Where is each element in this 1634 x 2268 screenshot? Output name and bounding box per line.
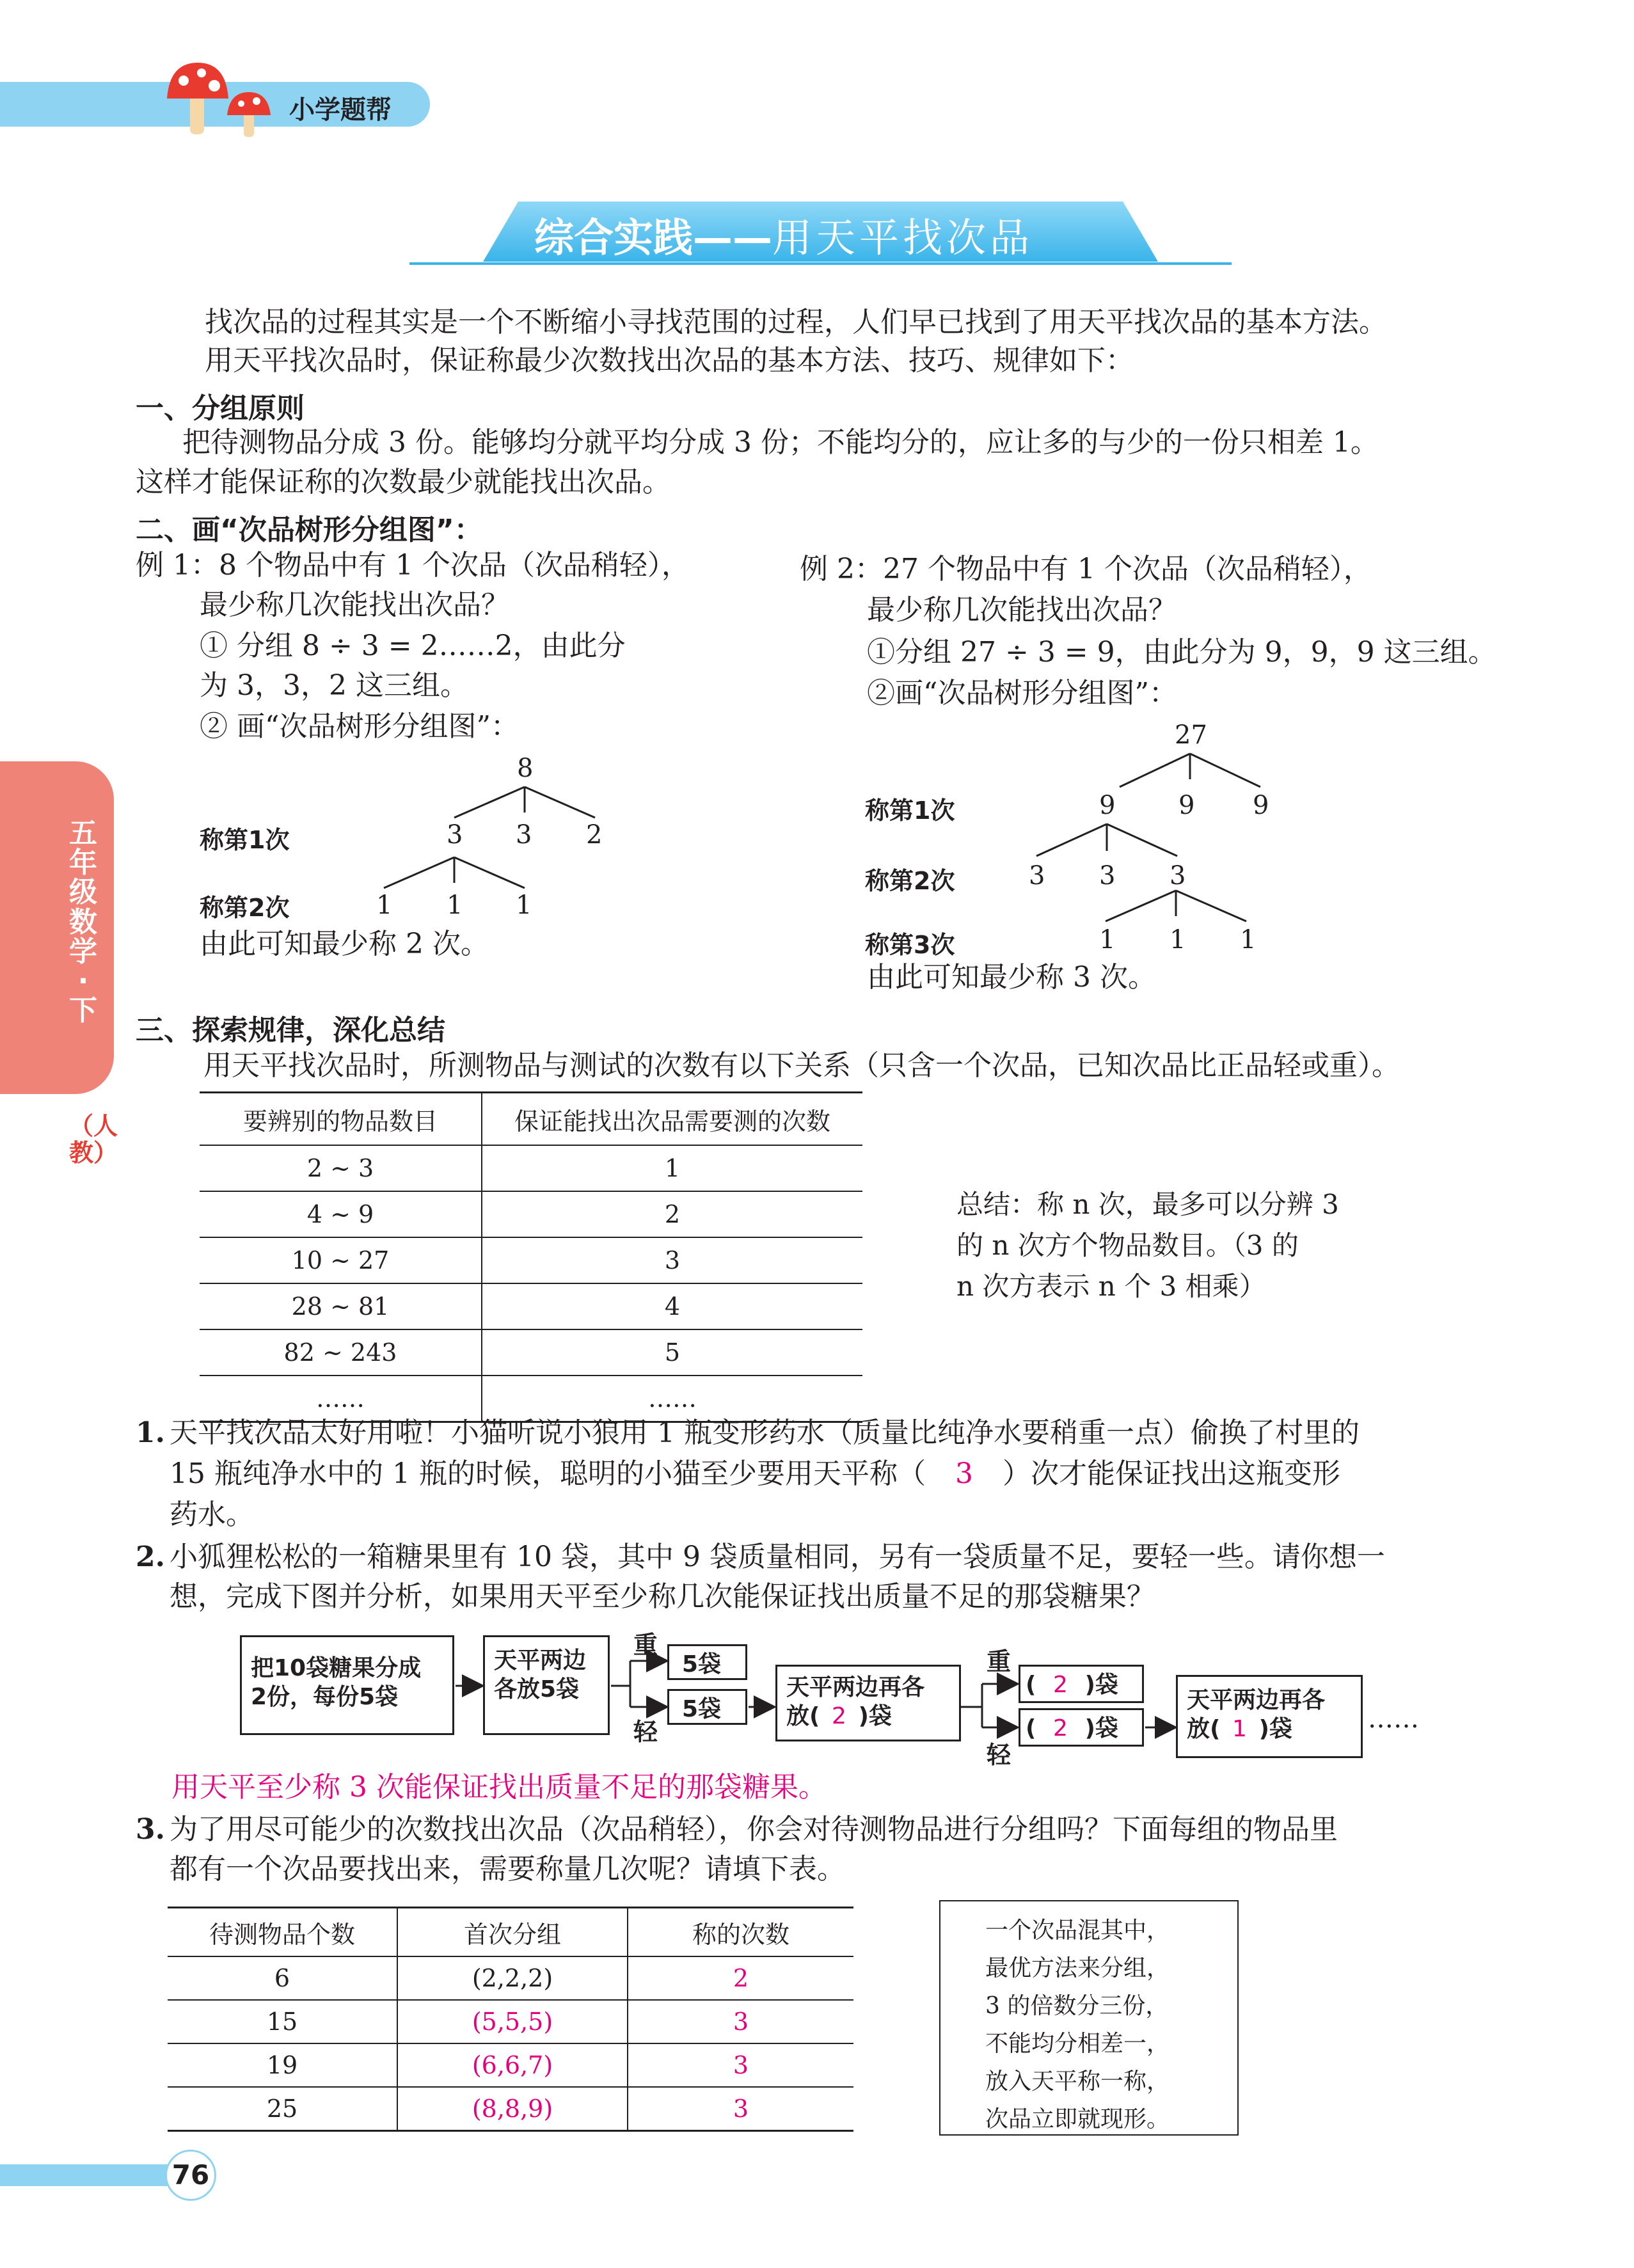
ex2-level2-label: 称第2次 <box>865 867 955 895</box>
ex2-conclusion: 由此可知最少称 3 次。 <box>867 961 1156 994</box>
ex2-l1-b: 9 <box>1178 791 1195 820</box>
tip-line: 放入天平称一称， <box>985 2068 1170 2095</box>
group-cell-answer: 3 <box>733 2008 749 2036</box>
group-cell-answer: (6,6,7) <box>397 2043 628 2087</box>
group-table <box>168 1907 853 2132</box>
flow-step-weigh-2-answer: 2 <box>832 1703 846 1729</box>
q1-line-2-post: ）次才能保证找出这瓶变形 <box>1002 1457 1340 1490</box>
ex1-line-4: 为 3，3，2 这三组。 <box>200 669 468 702</box>
section3-intro: 用天平找次品时，所测物品与测试的次数有以下关系（只含一个次品，已知次品比正品轻或重）。 <box>203 1049 1400 1082</box>
ex1-l2-a: 1 <box>376 891 393 920</box>
ex1-level1-label: 称第1次 <box>200 826 290 854</box>
flow-step-split-line-1: 把10袋糖果分成 <box>251 1655 422 1681</box>
flow-result-heavy <box>1019 1665 1144 1703</box>
ex1-l2-c: 1 <box>516 891 532 920</box>
flow-step-weigh-3-answer: 1 <box>1232 1716 1247 1742</box>
flow-step-weigh-1 <box>483 1635 610 1735</box>
flow-step-split <box>240 1635 454 1735</box>
section1-text-1: 把待测物品分成 3 份。能够均分就平均分成 3 份；不能均分的，应让多的与少的一份只相差 1。 <box>182 426 1379 459</box>
tip-line: 一个次品混其中， <box>985 1917 1170 1944</box>
side-tab-edition: （人教） <box>69 1112 118 1167</box>
footer-bar <box>0 2164 192 2186</box>
section1-heading: 一、分组原则 <box>136 392 305 425</box>
tip-line: 3 的倍数分三份， <box>985 1993 1169 2019</box>
ex1-l1-a: 3 <box>447 820 463 850</box>
group-cell: 15 <box>168 2000 397 2043</box>
group-cell-answer: (5,5,5) <box>397 2000 628 2043</box>
flow-step-weigh-3-pre: 放( <box>1187 1716 1221 1742</box>
group-cell: 19 <box>168 2043 397 2087</box>
flow-step-weigh-2-line-2 <box>786 1702 950 1731</box>
rule-cell: …… <box>200 1376 482 1422</box>
ex1-l1-b: 3 <box>516 820 532 850</box>
ex2-level1-label: 称第1次 <box>865 797 955 825</box>
ex2-l2-c: 3 <box>1170 861 1186 891</box>
flow-step-weigh-3-post: )袋 <box>1258 1716 1292 1742</box>
brand-label: 小学题帮 <box>289 95 392 125</box>
rule-cell: 5 <box>664 1338 681 1367</box>
ex1-level2-label: 称第2次 <box>200 894 290 922</box>
flow-bag-heavy: 5袋 <box>667 1644 747 1680</box>
ex2-l3-a: 1 <box>1099 925 1116 955</box>
ex1-l1-c: 2 <box>586 820 603 850</box>
intro-line-1: 找次品的过程其实是一个不断缩小寻找范围的过程，人们早已找到了用天平找次品的基本方法。 <box>205 306 1387 338</box>
flow-step-weigh-2 <box>775 1665 961 1741</box>
q2-line-1: 小狐狸松松的一箱糖果里有 10 袋，其中 9 袋质量相同，另有一袋质量不足，要轻一些。请你想一 <box>170 1541 1385 1573</box>
group-cell-answer: 3 <box>733 2051 749 2079</box>
flow-result-light <box>1019 1708 1144 1747</box>
flow-step-split-line-2: 2份，每份5袋 <box>251 1684 399 1710</box>
rule-cell: …… <box>648 1384 697 1413</box>
rule-cell: 2 ~ 3 <box>200 1145 482 1191</box>
page-number: 76 <box>165 2150 216 2201</box>
rule-cell: 2 <box>664 1200 681 1228</box>
q1-line-2-pre: 15 瓶纯净水中的 1 瓶的时候，聪明的小猫至少要用天平称（ <box>170 1457 926 1490</box>
group-cell-answer: 3 <box>733 2095 749 2123</box>
flow-heavy-label: 重 <box>633 1631 658 1659</box>
ex2-l1-c: 9 <box>1253 791 1269 820</box>
flow-step-weigh-3-line-2 <box>1187 1715 1352 1743</box>
rule-table-header: 保证能找出次品需要测的次数 <box>514 1107 830 1136</box>
group-table-header: 称的次数 <box>692 1920 789 1949</box>
q2-answer: 用天平至少称 3 次能保证找出质量不足的那袋糖果。 <box>171 1771 827 1804</box>
ex1-root: 8 <box>517 754 534 783</box>
group-table-header: 待测物品个数 <box>168 1908 397 1957</box>
q2-number: 2. <box>136 1541 165 1573</box>
ex2-line-3: ①分组 27 ÷ 3 = 9，由此分为 9，9，9 这三组。 <box>867 636 1496 669</box>
q1-answer: 3 <box>955 1457 973 1490</box>
flow-heavy-label-2: 重 <box>987 1647 1011 1676</box>
summary-line-1: 总结：称 n 次，最多可以分辨 3 <box>956 1189 1339 1220</box>
flow-result-light-pre: ( <box>1026 1715 1036 1741</box>
flow-step-weigh-2-line-1: 天平两边再各 <box>786 1674 925 1701</box>
ex2-line-4: ②画“次品树形分组图”： <box>867 677 1177 710</box>
flow-step-weigh-3 <box>1176 1675 1363 1758</box>
group-cell: 25 <box>168 2087 397 2131</box>
flow-step-weigh-2-pre: 放( <box>786 1703 820 1729</box>
group-table-header: 首次分组 <box>397 1908 628 1957</box>
rule-table-header: 要辨别的物品数目 <box>200 1093 482 1146</box>
ex1-line-5: ② 画“次品树形分组图”： <box>200 710 519 743</box>
ex1-l2-b: 1 <box>447 891 463 920</box>
tip-line: 最优方法来分组， <box>985 1955 1170 1981</box>
q2-line-2: 想，完成下图并分析，如果用天平至少称几次能保证找出质量不足的那袋糖果？ <box>170 1580 1155 1613</box>
group-cell: (2,2,2) <box>397 1956 628 2000</box>
flow-result-heavy-post: )袋 <box>1084 1672 1118 1698</box>
section1-text-2: 这样才能保证称的次数最少就能找出次品。 <box>136 466 670 498</box>
title-main: 综合实践 <box>534 214 694 261</box>
flow-light-label-2: 轻 <box>987 1741 1011 1769</box>
tip-line: 不能均分相差一， <box>985 2031 1170 2057</box>
rule-cell: 10 ~ 27 <box>200 1237 482 1283</box>
ex2-l2-b: 3 <box>1099 861 1116 891</box>
rule-cell: 28 ~ 81 <box>200 1283 482 1329</box>
flow-ellipsis: …… <box>1368 1704 1419 1734</box>
q3-line-1: 为了用尽可能少的次数找出次品（次品稍轻），你会对待测物品进行分组吗？下面每组的物品里 <box>170 1813 1338 1846</box>
flow-result-heavy-answer: 2 <box>1053 1672 1068 1698</box>
ex2-l3-c: 1 <box>1240 925 1257 955</box>
summary-line-2: 的 n 次方个物品数目。（3 的 <box>956 1230 1299 1261</box>
group-cell-answer: (8,8,9) <box>397 2087 628 2131</box>
ex2-l3-b: 1 <box>1170 925 1186 955</box>
ex1-conclusion: 由此可知最少称 2 次。 <box>200 928 489 960</box>
tip-box <box>939 1900 1239 2136</box>
title-dash: —— <box>693 214 773 261</box>
summary-line-3: n 次方表示 n 个 3 相乘） <box>956 1271 1266 1302</box>
title-sub: 用天平找次品 <box>772 214 1034 261</box>
rule-cell: 1 <box>664 1154 681 1182</box>
group-cell: 6 <box>168 1956 397 2000</box>
section3-heading: 三、探索规律，深化总结 <box>136 1014 445 1047</box>
side-tab-grade: 五年级数学·下 <box>69 817 97 1027</box>
ex2-l1-a: 9 <box>1099 791 1116 820</box>
flow-light-label: 轻 <box>633 1718 658 1746</box>
flow-result-light-answer: 2 <box>1053 1715 1068 1741</box>
rule-cell: 4 <box>664 1292 681 1320</box>
ex2-l2-a: 3 <box>1029 861 1045 891</box>
flow-step-weigh-2-post: )袋 <box>858 1703 892 1729</box>
q1-line-1: 天平找次品太好用啦！小猫听说小狼用 1 瓶变形药水（质量比纯净水要稍重一点）偷换了村里的 <box>170 1416 1360 1449</box>
rule-cell: 82 ~ 243 <box>200 1329 482 1376</box>
flow-result-heavy-pre: ( <box>1026 1672 1036 1698</box>
ex1-line-3: ① 分组 8 ÷ 3 = 2……2，由此分 <box>200 630 626 662</box>
q3-number: 3. <box>136 1813 165 1846</box>
rule-cell: 4 ~ 9 <box>200 1191 482 1237</box>
ex2-root: 27 <box>1175 720 1207 750</box>
flow-step-weigh-1-line-1: 天平两边 <box>494 1647 587 1674</box>
intro-line-2: 用天平找次品时，保证称最少次数找出次品的基本方法、技巧、规律如下： <box>205 344 1134 377</box>
ex2-level3-label: 称第3次 <box>865 931 955 959</box>
flow-result-light-post: )袋 <box>1084 1715 1118 1741</box>
flow-step-weigh-1-line-2: 各放5袋 <box>494 1676 580 1702</box>
q3-line-2: 都有一个次品要找出来，需要称量几次呢？请填下表。 <box>170 1853 845 1885</box>
ex1-line-2: 最少称几次能找出次品？ <box>200 589 509 621</box>
group-cell-answer: 2 <box>733 1964 749 1992</box>
section2-heading: 二、画“次品树形分组图”： <box>136 514 482 546</box>
q1-line-3: 药水。 <box>170 1498 254 1531</box>
rule-cell: 3 <box>664 1246 681 1274</box>
tip-line: 次品立即就现形。 <box>985 2106 1170 2132</box>
ex1-line-1: 例 1：8 个物品中有 1 个次品（次品稍轻）， <box>136 549 690 582</box>
ex2-line-2: 最少称几次能找出次品？ <box>867 594 1177 626</box>
q1-number: 1. <box>136 1416 165 1449</box>
flow-bag-light: 5袋 <box>667 1689 747 1725</box>
ex2-line-1: 例 2：27 个物品中有 1 个次品（次品稍轻）， <box>800 553 1372 585</box>
flow-step-weigh-3-line-1: 天平两边再各 <box>1187 1687 1326 1713</box>
